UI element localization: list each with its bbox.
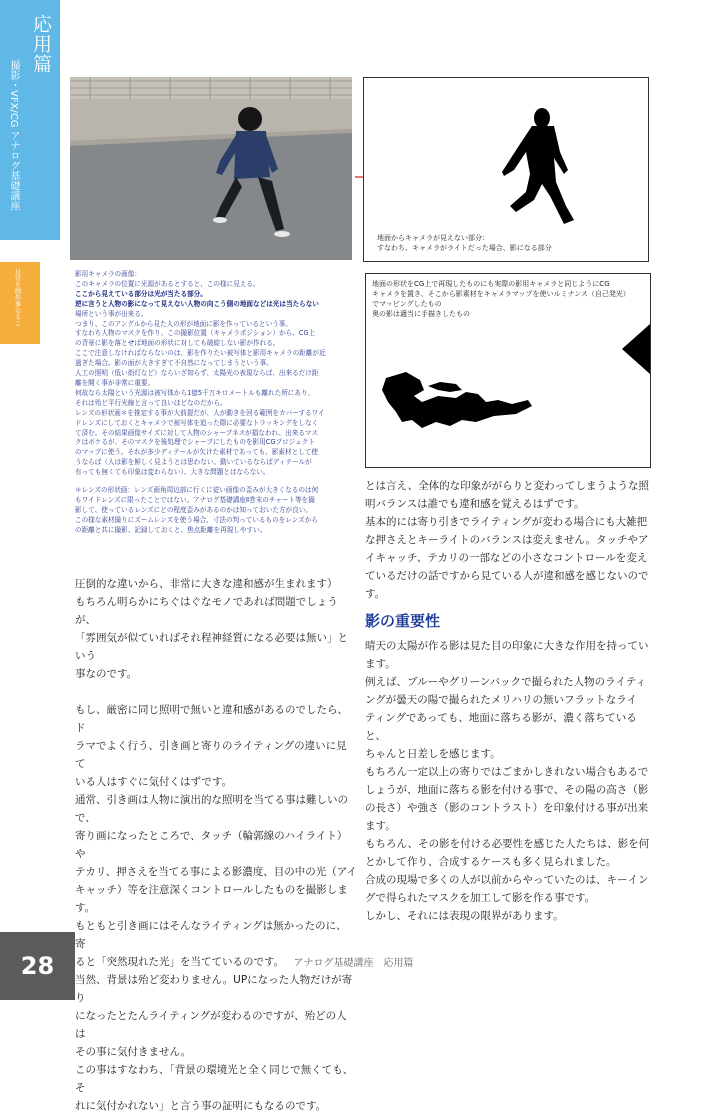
body-line: いる人はすぐに気付くはずです。 <box>75 776 232 788</box>
body-line: 「雰囲気が似ていればそれ程神経質になる必要は無い」という <box>75 632 348 662</box>
figure-caption-line: でマッピングしたもの <box>372 300 442 308</box>
street-photo-image <box>70 77 352 260</box>
body-line: 基本的には寄り引きでライティングが変わる場合にも大雑把 <box>365 516 648 528</box>
note-line: 逆に言うと人物の影になって見えない人物の向こう側の地面などは光は当たらない <box>75 299 319 308</box>
body-line: 事なのです。 <box>75 668 138 680</box>
body-line: しょうが、地面に落ちる影を付ける事で、その陽の高さ（影 <box>365 784 649 796</box>
right-column-top <box>365 477 653 603</box>
body-line: 圧倒的な違いから、非常に大きな違和感が生まれます） <box>75 578 338 590</box>
chapter-tab-main: 応用篇 <box>30 14 52 74</box>
note-line: て済む。その結果画像サイズに対して人物のシャープネスが損なわれ、出来るマス <box>75 428 319 437</box>
body-line <box>75 683 357 701</box>
body-line: もし、厳密に同じ照明で無いと違和感があるのでしたら、ド <box>75 704 348 734</box>
body-line: 明バランスは誰でも違和感を覚えるはずです。 <box>365 498 585 510</box>
note-line: つまり、このアングルから見た人の形が地面に影を作っているという事。 <box>75 319 292 328</box>
note-line: 場所という事が出来る。 <box>75 309 148 318</box>
note-line: ここから見えている部分は光が当たる部分。 <box>75 289 207 298</box>
body-line: しかし、それには表現の限界があります。 <box>365 910 564 922</box>
street-photo <box>70 77 352 260</box>
note-line: の背景に影を落とせば地面の形状に対しても破綻しない影が作れる。 <box>75 339 280 348</box>
chapter-tab <box>0 0 60 240</box>
body-line: ティングであっても、地面に落ちる影が、濃く落ちていると、 <box>365 712 637 742</box>
body-line: ラマでよく行う、引き画と寄りのライティングの違いに見て <box>75 740 347 770</box>
body-line: もちろん一定以上の寄りではごまかしきれない場合もあるで <box>365 766 649 778</box>
left-column-text <box>75 575 357 1115</box>
note-line: ここで注意しなければならないのは、影を作りたい被写体と影用キャメラの距離が近 <box>75 349 326 358</box>
note-line: レンズの形状画＊を推定する事が大前提だが、人が動きを回る範囲をカバーするワイ <box>75 408 325 417</box>
side-tab-label: 日常を画作事なるこ <box>13 268 22 327</box>
note-line: 人工の照明（低い街灯など）ならいざ知らず、太陽光の表現ならば、出来るだけ距 <box>75 369 319 378</box>
body-line: この事はすなわち、「背景の環境光と全く同じで無くても、そ <box>75 1064 354 1094</box>
body-line: キャッチ）等を注意深くコントロールしたものを撮影します。 <box>75 884 348 914</box>
side-tab <box>0 262 40 344</box>
note-line: クはボケるが、そのマスクを後処理でシャープにしたものを影用CGプロジェクト <box>75 438 315 447</box>
body-line: 当然、背景は殆ど変わりません。UPになった人物だけが寄り <box>75 974 353 1004</box>
body-line: もちろん、その影を付ける必要性を感じた人たちは、影を何 <box>365 838 650 850</box>
chapter-tab-subtitle: 撮影・VFX/CG アナログ基礎講座 <box>8 60 19 211</box>
body-line: 合成の現場で多くの人が以前からやっていたのは、キーイン <box>365 874 649 886</box>
note-line: ドレンズにしておくとキャメラで被写体を追った際に必要なトラッキングをしなく <box>75 418 319 427</box>
note-line: のマップに使う。それが多少ディテールが欠けた素材であっても、影素材として使 <box>75 448 318 457</box>
figure-caption-line: キャメラを置き、そこから影素材をキャメラマップを使いルミナンス（自己発光） <box>372 290 630 298</box>
body-line: ているだけの話ですから見ている人が違和感を感じないので <box>365 570 649 582</box>
body-line: もちろん明らかにちぐはぐなモノであれば問題でしょうが、 <box>75 596 338 626</box>
note-line: すなわち人物のマスクを作り、この撮影位置（キャメラポジション）から、CG上 <box>75 329 316 338</box>
body-line: になったとたんライティングが変わるのですが、殆どの人は <box>75 1010 347 1040</box>
note-line: 過ぎた場合。影の面が大きすぎて不自然になってしまうという事。 <box>75 359 273 368</box>
body-line: ると「突然現れた光」を当てているのです。 <box>75 956 285 968</box>
body-line: れに気付かれない」と言う事の証明にもなるのです。 <box>75 1100 327 1112</box>
right-column <box>365 477 653 925</box>
body-line: 通常、引き画は人物に演出的な照明を当てる事は難しいので、 <box>75 794 348 824</box>
body-line: グで得られたマスクを加工して影を作る事です。 <box>365 892 596 904</box>
cg-shadow-render <box>365 273 651 468</box>
body-line: 例えば、ブルーやグリーンバックで撮られた人物のライティ <box>365 676 646 688</box>
note-line: ＊レンズの形状画：レンズ画角周辺部に行くに従い画像の歪みが大きくなるのは何 <box>75 486 319 495</box>
body-line: もともと引き画にはそんなライティングは無かったのに、寄 <box>75 920 347 950</box>
note-line: 有っても無くても印象は変わらない）、大きな問題とはならない。 <box>75 468 270 477</box>
note-line: この様な素材撮りにズームレンズを使う場合、寸法の判っているものをレンズから <box>75 515 318 524</box>
body-line: 寄り画になったところで、タッチ（輪郭線のハイライト）や <box>75 830 348 860</box>
shadow-render-image <box>366 274 650 467</box>
note-line: もワイドレンズに限ったことではない。アナログ基礎講座Ⅱ巻末のチャート等を撮 <box>75 495 315 504</box>
body-line: その事に気付きません。 <box>75 1046 192 1058</box>
figure-caption-line: 奥の影は適当に手描きしたもの <box>372 310 470 318</box>
body-line: 晴天の太陽が作る影は見た目の印象に大きな作用を持ってい <box>365 640 649 652</box>
note-line: の距離と共に撮影、記録しておくと、焦点距離を再現しやすい。 <box>75 525 267 534</box>
body-line: ます。 <box>365 820 396 832</box>
figure-caption-line: 地面の形状をCG上で再現したものにも実際の影用キャメラと同じようにCG <box>372 280 610 288</box>
note-line: このキャメラの位置に光源があるとすると、この様に見える。 <box>75 279 260 288</box>
body-line: とかして作り、合成するケースも多く見られました。 <box>365 856 617 868</box>
body-line: ングが曇天の陽で撮られたメリハリの無いフラットなライ <box>365 694 637 706</box>
body-line: イキャッチ、テカリの一部などの小さなコントロールを変え <box>365 552 648 564</box>
body-line: ます。 <box>365 658 396 670</box>
note-line: 何故なら太陽という光源は被写体から1億5千万キロメートルも離れた所にあり、 <box>75 388 315 397</box>
figure-caption-line: 地面からキャメラが見えない部分： <box>377 234 489 242</box>
body-line: テカリ、押さえを当てる事による影濃度、目の中の光（アイ <box>75 866 357 878</box>
note-line: それは殆ど平行光線と言って良いほどなのだから。 <box>75 398 227 407</box>
page-footer: アナログ基礎講座 応用篇 <box>293 958 414 969</box>
figure-caption-line: すなわち、キャメラがライトだった場合、影になる部分 <box>377 244 552 252</box>
body-line: す。 <box>365 588 386 600</box>
section-heading: 影の重要性 <box>365 612 441 630</box>
right-column-bottom <box>365 637 653 925</box>
page-number: 28 <box>0 932 75 1000</box>
body-line: ちゃんと日差しを感じます。 <box>365 748 501 760</box>
figure-caption-top <box>377 233 552 253</box>
note-line: 影用キャメラの画像： <box>75 270 141 278</box>
body-line: な押さえとキーライトのバランスは変えません。タッチやア <box>365 534 649 546</box>
body-line: の長さ）や強さ（影のコントラスト）を印象付ける事が出来 <box>365 802 649 814</box>
camera-notes <box>75 270 357 536</box>
body-line: とは言え、全体的な印象ががらりと変わってしまうような照 <box>365 480 650 492</box>
note-line <box>75 478 357 486</box>
note-line: 離を開く事が非常に重要。 <box>75 378 155 387</box>
note-line: 影して、使っているレンズにどの程度歪みがあるのかは知っておいた方が良い。 <box>75 505 312 514</box>
note-line: うならば（人は影を鮮しく見ようとは思わない。動いているならばディテールが <box>75 458 312 467</box>
